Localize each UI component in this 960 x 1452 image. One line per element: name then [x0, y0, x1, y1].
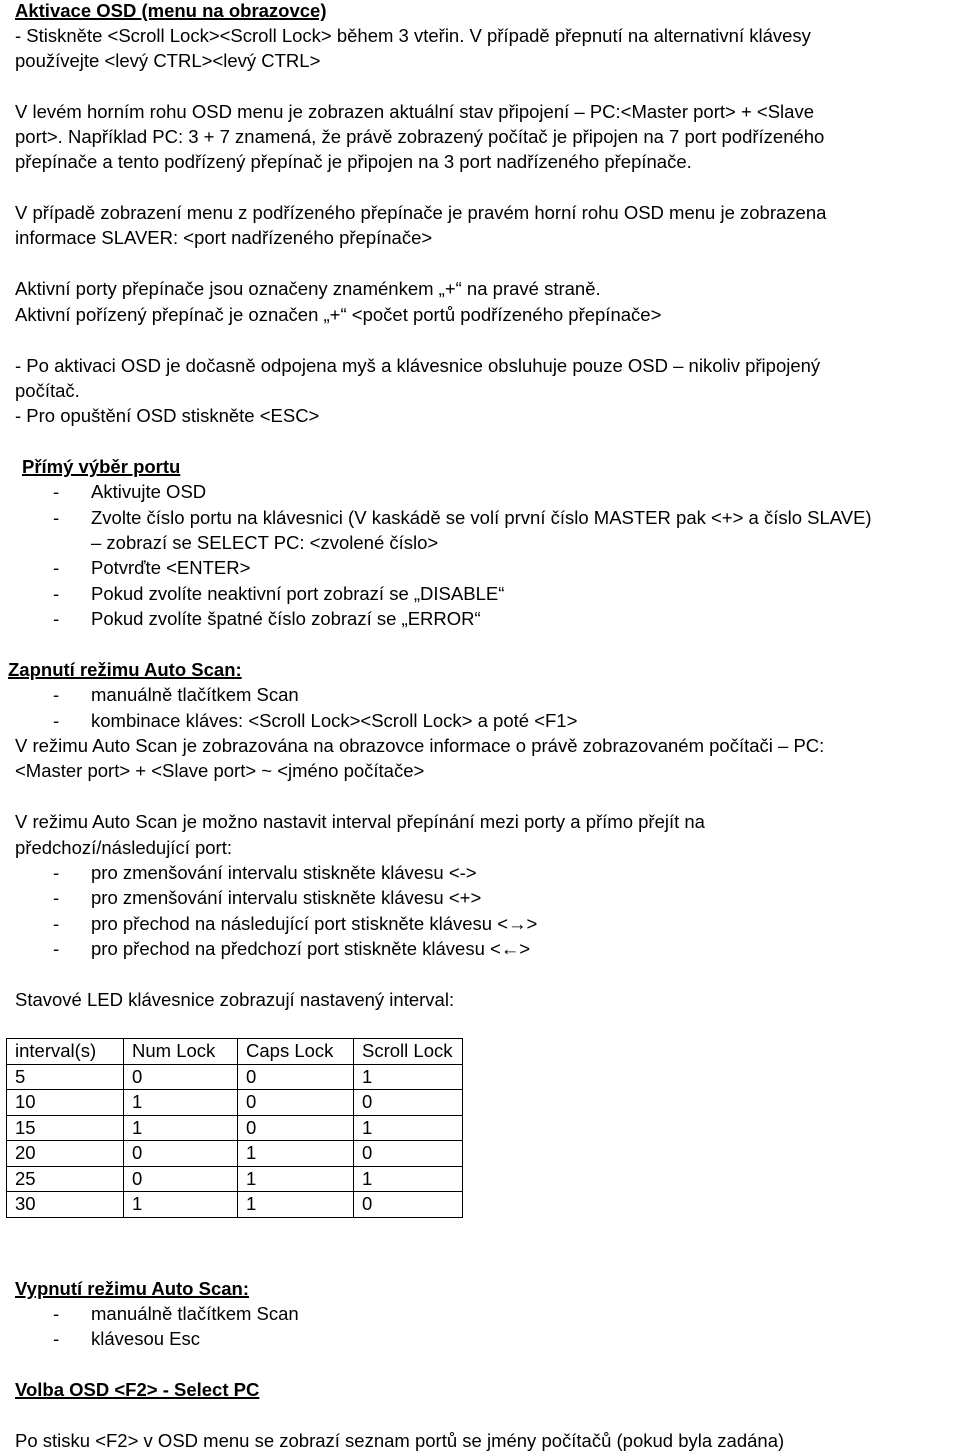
table-cell: 1	[124, 1192, 238, 1218]
paragraph-line: Po stisku <F2> v OSD menu se zobrazí seznam portů se jmény počítačů (pokud byla zadána)	[15, 1430, 785, 1451]
table-header-cell: Scroll Lock	[354, 1039, 463, 1065]
list-bullet: -	[53, 1303, 60, 1324]
list-item: Potvrďte <ENTER>	[91, 557, 251, 578]
paragraph-line: používejte <levý CTRL><levý CTRL>	[15, 50, 321, 71]
table-cell: 0	[354, 1192, 463, 1218]
list-bullet: -	[53, 1328, 60, 1349]
paragraph-line: V levém horním rohu OSD menu je zobrazen aktuální stav připojení – PC:<Master port> + <Slave	[15, 101, 814, 122]
list-item: pro přechod na následující port stiskněte klávesu <→>	[91, 913, 538, 934]
heading-autoscan-off: Vypnutí režimu Auto Scan:	[15, 1278, 250, 1299]
list-bullet: -	[53, 862, 60, 883]
table-cell: 0	[238, 1064, 354, 1090]
table-cell: 1	[354, 1115, 463, 1141]
table-cell: 30	[7, 1192, 124, 1218]
interval-led-table	[6, 1038, 463, 1218]
table-cell: 0	[354, 1090, 463, 1116]
table-cell: 1	[238, 1141, 354, 1167]
list-item: pro zmenšování intervalu stiskněte klávesu <+>	[91, 887, 482, 908]
table-header-cell: Caps Lock	[238, 1039, 354, 1065]
table-cell: 1	[124, 1115, 238, 1141]
table-cell: 1	[354, 1064, 463, 1090]
list-item: Pokud zvolíte špatné číslo zobrazí se „ERROR“	[91, 608, 481, 629]
table-cell: 0	[124, 1141, 238, 1167]
list-bullet: -	[53, 608, 60, 629]
table-row	[7, 1064, 463, 1090]
table-cell: 0	[124, 1064, 238, 1090]
list-item: Aktivujte OSD	[91, 481, 207, 502]
paragraph-line: předchozí/následující port:	[15, 837, 232, 858]
heading-direct-port-select: Přímý výběr portu	[22, 456, 181, 477]
table-header-row	[7, 1039, 463, 1065]
paragraph-line: přepínače a tento podřízený přepínač je připojen na 3 port nadřízeného přepínače.	[15, 151, 692, 172]
paragraph-line: port>. Například PC: 3 + 7 znamená, že právě zobrazený počítač je připojen na 7 port podřízeného	[15, 126, 825, 147]
list-bullet: -	[53, 507, 60, 528]
list-item-continuation: – zobrazí se SELECT PC: <zvolené číslo>	[91, 532, 439, 553]
heading-osd-activation: Aktivace OSD (menu na obrazovce)	[15, 0, 327, 21]
table-row	[7, 1141, 463, 1167]
paragraph-line: počítač.	[15, 380, 80, 401]
table-cell: 20	[7, 1141, 124, 1167]
table-cell: 0	[238, 1090, 354, 1116]
list-bullet: -	[53, 481, 60, 502]
table-row	[7, 1192, 463, 1218]
list-bullet: -	[53, 710, 60, 731]
list-bullet: -	[53, 684, 60, 705]
paragraph-line: Stavové LED klávesnice zobrazují nastavený interval:	[15, 989, 455, 1010]
table-cell: 10	[7, 1090, 124, 1116]
list-item: Zvolte číslo portu na klávesnici (V kaskádě se volí první číslo MASTER pak <+> a číslo SLAVE)	[91, 507, 872, 528]
list-item: Pokud zvolíte neaktivní port zobrazí se „DISABLE“	[91, 583, 505, 604]
paragraph-line: - Pro opuštění OSD stiskněte <ESC>	[15, 405, 320, 426]
list-bullet: -	[53, 887, 60, 908]
table-cell: 1	[238, 1192, 354, 1218]
list-bullet: -	[53, 913, 60, 934]
table-row	[7, 1115, 463, 1141]
list-item: manuálně tlačítkem Scan	[91, 1303, 299, 1324]
paragraph-line: Aktivní porty přepínače jsou označeny znaménkem „+“ na pravé straně.	[15, 278, 601, 299]
table-cell: 25	[7, 1166, 124, 1192]
paragraph-line: Aktivní pořízený přepínač je označen „+“ <počet portů podřízeného přepínače>	[15, 304, 662, 325]
list-item: pro zmenšování intervalu stiskněte klávesu <->	[91, 862, 477, 883]
table-cell: 1	[238, 1166, 354, 1192]
paragraph-line: V případě zobrazení menu z podřízeného přepínače je pravém horní rohu OSD menu je zobrazena	[15, 202, 827, 223]
paragraph-line: V režimu Auto Scan je zobrazována na obrazovce informace o právě zobrazovaném počítači – PC:	[15, 735, 825, 756]
heading-select-pc: Volba OSD <F2> - Select PC	[15, 1379, 260, 1400]
list-item: kombinace kláves: <Scroll Lock><Scroll Lock> a poté <F1>	[91, 710, 578, 731]
table-row	[7, 1166, 463, 1192]
table-header-cell: interval(s)	[7, 1039, 124, 1065]
table-cell: 0	[354, 1141, 463, 1167]
paragraph-line: <Master port> + <Slave port> ~ <jméno počítače>	[15, 760, 425, 781]
list-item: klávesou Esc	[91, 1328, 200, 1349]
table-header-cell: Num Lock	[124, 1039, 238, 1065]
table-cell: 0	[124, 1166, 238, 1192]
paragraph-line: V režimu Auto Scan je možno nastavit interval přepínání mezi porty a přímo přejít na	[15, 811, 705, 832]
table-cell: 0	[238, 1115, 354, 1141]
heading-autoscan-on: Zapnutí režimu Auto Scan:	[8, 659, 242, 680]
table-cell: 5	[7, 1064, 124, 1090]
list-bullet: -	[53, 583, 60, 604]
paragraph-line: - Po aktivaci OSD je dočasně odpojena myš a klávesnice obsluhuje pouze OSD – nikoliv připojený	[15, 355, 821, 376]
table-cell: 15	[7, 1115, 124, 1141]
list-bullet: -	[53, 557, 60, 578]
paragraph-line: informace SLAVER: <port nadřízeného přepínače>	[15, 227, 433, 248]
table-cell: 1	[124, 1090, 238, 1116]
list-bullet: -	[53, 938, 60, 959]
table-cell: 1	[354, 1166, 463, 1192]
list-item: manuálně tlačítkem Scan	[91, 684, 299, 705]
table-row	[7, 1090, 463, 1116]
list-item: pro přechod na předchozí port stiskněte klávesu <←>	[91, 938, 531, 959]
paragraph-line: - Stiskněte <Scroll Lock><Scroll Lock> během 3 vteřin. V případě přepnutí na alternativní klávesy	[15, 25, 811, 46]
